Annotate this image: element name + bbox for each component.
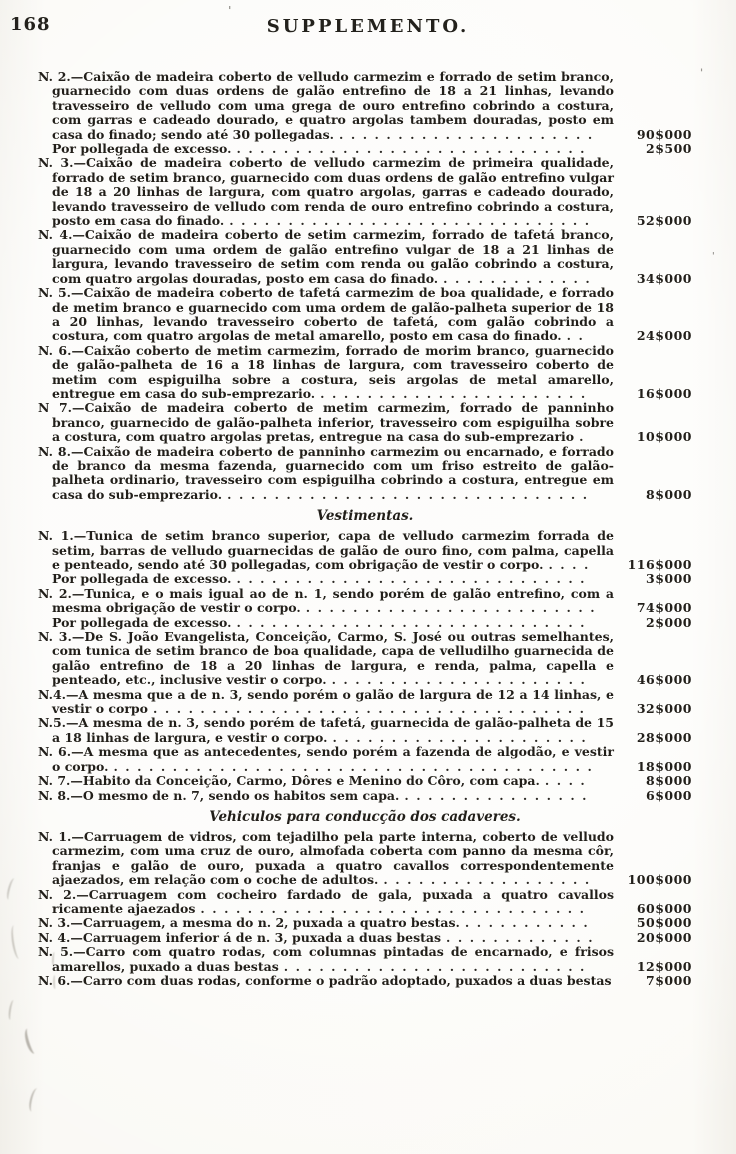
page-number: 168 [10,14,51,35]
header-title: SUPPLEMENTO. [266,16,470,37]
item-price: 52$000 [636,213,692,229]
item-text: Por pollegada de excesso. [52,614,232,630]
item-text: —Carruagem inferior á de n. 3, puxada a duas bestas [70,929,442,945]
list-item [38,587,692,616]
dot-leader: ............. [446,929,601,945]
item-number: N.5. [38,715,67,731]
item-number: N. 3. [38,915,71,931]
margin-smudge [8,1000,17,1021]
section-heading: Vestimentas. [316,508,414,525]
item-text: —Caixão de madeira coberto de setim carmezim, forrado de tafetá branco, guarnecido com uma ordem de galão entrefino vulgar de 18 a 21 linhas de largura, levando travesseiro de setim com renda ou galão cobrindo a costura, com quatro argolas douradas, posto em casa do finado. [52,227,614,286]
list-item [38,931,692,945]
list-item [38,688,692,717]
item-number: N. 6. [38,342,72,358]
item-price: 60$000 [636,900,692,916]
item-text: —A mesma de n. 3, sendo porém de tafetá, guarnecida de galão-palheta de 15 a 18 linhas de largura, e vestir o corpo. [52,715,614,745]
item-price: 100$000 [627,872,692,888]
item-number: N. 1. [38,828,72,844]
dot-leader: ...................... [338,126,600,142]
list-item [38,70,692,142]
item-price: 3$000 [646,571,692,587]
list-item [38,286,692,344]
list-item [38,774,692,788]
dot-leader: ..................................... [153,701,592,717]
item-text: —Caixão coberto de metim carmezim, forrado de morim branco, guarnecido de galão-palheta de 16 a 18 linhas de largura, com travesseiro coberto de metim com espiguilha sobre a costura, seis argolas de metal amarello, entregue em casa do sub-emprezario. [52,342,614,401]
item-price: 46$000 [636,672,692,688]
item-number: N. 5. [38,944,74,960]
section-heading: Vehiculos para conducção dos cadaveres. [209,808,521,825]
dot-leader: .................. [383,872,597,888]
list-item [38,344,692,402]
dot-leader: .............................. [236,614,593,630]
item-price: 18$000 [636,758,692,774]
item-price: 8$000 [646,773,692,789]
margin-smudge [22,1027,40,1055]
list-item [38,945,692,974]
item-number: N. 4. [38,227,73,243]
list-item [38,572,692,586]
item-text: —Carruagem, a mesma do n. 2, puxada a quatro bestas. [70,915,460,931]
item-price: 2$500 [646,141,692,157]
dot-leader: ......................... [305,600,603,616]
item-price: 34$000 [636,270,692,286]
item-text: —De S. João Evangelista, Conceição, Carmo, S. José ou outras semelhantes, com tunica de setim branco de boa qualidade, capa de velludilho guarnecida de galão entrefino de 18 a 20 linhas de largura, e renda, palma, capella e penteado, etc., inclusive vestir o corpo. [52,629,614,688]
item-number: N. 2. [38,886,77,902]
list-item [38,156,692,228]
scan-speck: ' [228,4,232,17]
item-text: —A mesma que as antecedentes, sendo porém a fazenda de algodão, e vestir o corpo. [52,744,614,774]
dot-leader: ....................... [320,385,593,401]
item-number: N. 2. [38,69,71,84]
dot-leader: .............................. [236,571,593,587]
scan-speck: ' [700,68,704,79]
item-text: —Caixão de madeira coberto de panninho carmezim ou encarnado, e forrado de branco da mesma fazenda, guarnecido com um friso estreito de galão-palheta ordinario, travesseiro com espiguilha cobrindo a costura, entregue em casa do sub-emprezario. [52,443,614,502]
dot-leader: ............................... [229,213,597,229]
item-price: 16$000 [636,385,692,401]
item-number: N. 8. [38,443,71,459]
dot-leader: .............................. [236,141,593,157]
dot-leader: . [579,429,591,445]
dot-leader: ................ [404,787,595,803]
dot-leader: ............. [443,270,598,286]
item-text: —Carro com duas rodas, conforme o padrão adoptado, puxados a duas bestas [70,972,612,988]
list-item [38,789,692,803]
item-text: —Carruagem com cocheiro fardado de gala, puxada a quatro cavallos ricamente ajaezados [52,886,614,916]
list-item [38,630,692,688]
item-text: —Tunica de setim branco superior, capa de velludo carmezim forrada de setim, barras de velludo guarnecidas de galão de ouro fino, com palma, capella e penteado, sendo até 30 pollegadas, com obrigação de vestir o corpo. [52,528,614,572]
dot-leader: ........... [464,915,596,931]
item-text: —Carro com quatro rodas, com columnas pintadas de encarnado, e frisos amarellos, puxado a duas bestas [52,944,614,974]
item-text: Por pollegada de excesso. [52,571,232,587]
item-text: —O mesmo de n. 7, sendo os habitos sem capa. [70,787,400,803]
item-text: —Caixão de madeira coberto de metim carmezim, forrado de panninho branco, guarnecido de galão-palheta inferior, travesseiro com espiguilha sobre a costura, com quatro argolas pretas, entregue na casa do sub-emprezario [52,400,614,445]
item-price: 7$000 [646,972,692,988]
item-text: —Caixão de madeira coberto de velludo carmezim e forrado de setim branco, guarnecido com duas ordens de galão entrefino de 18 a 21 linhas, levando travesseiro de velludo com uma grega de ouro entrefino cobrindo a costura, com garras e cadeado dourado, e quatro argolas tambem douradas, posto em casa do finado; sendo até 30 pollegadas. [52,69,614,142]
item-number: N. 1. [38,528,74,544]
dot-leader: ...................... [331,672,593,688]
list-item [38,401,692,444]
margin-smudge [9,924,24,959]
item-text: —Caixão de madeira coberto de velludo carmezim de primeira qualidade, forrado de setim branco, guarnecido com duas ordens de galão entrefino vulgar de 18 a 20 linhas de largura, com quatro argolas, garras e cadeado dourado, levando travesseiro de velludo com renda de ouro entrefino cobrindo a costura, posto em casa do finado. [52,155,614,229]
item-number: N. 8. [38,787,71,803]
list-item [38,142,692,156]
item-number: N 7. [38,400,73,416]
dot-leader: ...................... [332,729,594,745]
list-item [38,445,692,503]
item-price: 20$000 [636,929,692,945]
list-item [38,916,692,930]
list-item [38,228,692,286]
dot-leader: ................................. [200,900,592,916]
item-number: N. 3. [38,629,72,645]
dot-leader: .... [548,557,596,572]
item-number: N. 3. [38,155,74,171]
item-price: 24$000 [636,328,692,344]
item-text: —Caixão de madeira coberto de tafetá carmezim de boa qualidade, e forrado de metim branco e guarnecido com uma ordem de galão-palheta superior de 18 a 20 linhas, levando travesseiro coberto de tafetá, com galão cobrindo a costura, com quatro argolas de metal amarello, posto em casa do finado. [52,285,614,344]
item-number: N. 2. [38,585,72,601]
list-item [38,745,692,774]
list-item [38,830,692,888]
list-item [38,888,692,917]
item-number: N. 5. [38,285,72,301]
item-price: 32$000 [636,701,692,717]
item-price: 2$000 [646,614,692,630]
list-item [38,529,692,572]
item-price: 28$000 [636,729,692,745]
item-number: N. 6. [38,744,72,760]
list-item [38,716,692,745]
item-number: N. 7. [38,773,71,789]
item-price: 8$000 [646,486,692,502]
item-price: 90$000 [636,126,692,142]
item-text: —Carruagem de vidros, com tejadilho pela parte interna, coberto de velludo carmezim, com uma cruz de ouro, almofada coberta com panno da mesma côr, franjas e galão de ouro, puxada a quatro cavallos correspondentemente ajaezados, em relação com o coche de adultos. [52,828,614,888]
item-text: —A mesma que a de n. 3, sendo porém o galão de largura de 12 a 14 linhas, e vestir o corpo [52,686,614,717]
dot-leader: .. [566,328,591,344]
item-number: N.4. [38,686,67,702]
item-price: 10$000 [636,429,692,445]
dot-leader: ......................................... [113,758,600,774]
item-price: 50$000 [636,915,692,931]
dot-leader: .... [544,773,593,789]
item-number: N. 4. [38,929,71,945]
list-item [38,974,692,988]
item-price: 116$000 [627,557,692,572]
item-price: 6$000 [646,787,692,803]
scan-speck: ' [712,252,715,262]
dot-leader: ............................... [227,486,595,502]
dot-leader: .......................... [283,958,592,974]
list-item [38,616,692,630]
item-text: Por pollegada de excesso. [52,141,232,157]
item-price: 12$000 [636,958,692,974]
margin-smudge [28,1087,42,1112]
margin-smudge [53,975,57,989]
item-text: —Tunica, e o mais igual ao de n. 1, sendo porém de galão entrefino, com a mesma obrigação de vestir o corpo. [52,585,614,616]
margin-smudge [5,877,17,900]
item-price: 74$000 [636,600,692,616]
item-number: N. 6. [38,972,71,988]
item-text: —Habito da Conceição, Carmo, Dôres e Menino do Côro, com capa. [70,773,540,789]
document-content [38,70,692,988]
